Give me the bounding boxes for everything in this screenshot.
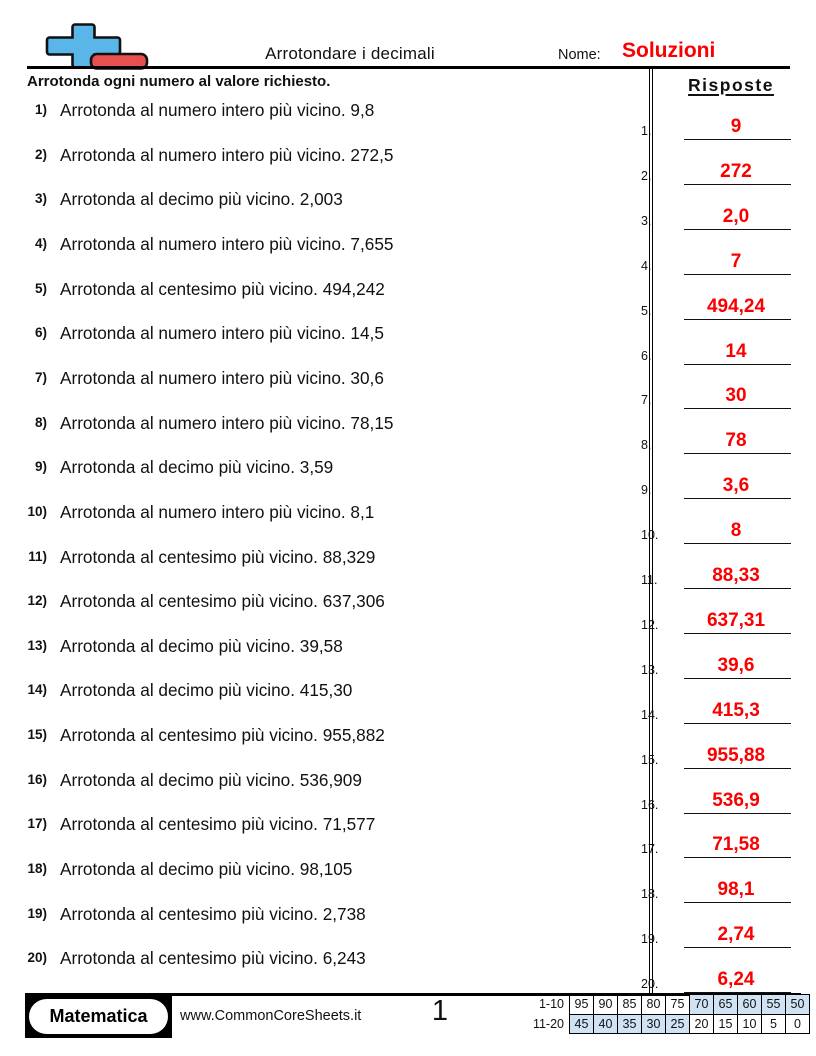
score-cell: 50 xyxy=(786,995,810,1015)
answer-blank-line xyxy=(684,184,791,185)
question-text: Arrotonda al numero intero più vicino. 14,5 xyxy=(60,323,384,344)
answer-number: 2. xyxy=(641,168,652,183)
answer-blank-line xyxy=(684,543,791,544)
question-number: 11) xyxy=(28,548,47,564)
answer-value: 88,33 xyxy=(712,565,760,586)
answer-value: 2,74 xyxy=(717,924,755,946)
score-row-label: 1-10 xyxy=(538,997,564,1012)
answer-blank-line xyxy=(684,857,791,858)
answer-number: 6. xyxy=(641,348,652,363)
question-text: Arrotonda al numero intero più vicino. 30,6 xyxy=(60,367,384,388)
name-label: Nome: xyxy=(558,47,601,63)
question-number: 7) xyxy=(34,369,47,385)
score-cell: 5 xyxy=(762,1014,786,1034)
question-text: Arrotonda al centesimo più vicino. 637,306 xyxy=(60,591,385,612)
score-cell: 30 xyxy=(642,1014,666,1034)
answer-number: 3. xyxy=(641,213,652,228)
question-row xyxy=(0,770,645,791)
page-title: Arrotondare i decimali xyxy=(265,44,435,63)
score-cell: 95 xyxy=(570,995,594,1015)
question-row xyxy=(0,904,645,925)
question-number: 17) xyxy=(27,816,47,832)
name-value-solutions: Soluzioni xyxy=(622,39,716,62)
answers-column-title: Risposte xyxy=(688,75,774,95)
score-cell: 45 xyxy=(570,1014,594,1034)
header-rule xyxy=(27,66,790,69)
score-table xyxy=(528,994,810,1034)
question-row xyxy=(0,547,645,568)
question-number: 14) xyxy=(27,682,47,698)
score-cell: 0 xyxy=(786,1014,810,1034)
answer-number: 16. xyxy=(641,797,659,812)
answer-value: 98,1 xyxy=(717,879,755,901)
question-text: Arrotonda al numero intero più vicino. 7,655 xyxy=(60,233,394,254)
question-number: 15) xyxy=(27,727,47,743)
answer-number: 14. xyxy=(641,707,659,722)
answer-value: 6,24 xyxy=(717,969,755,991)
score-cell: 25 xyxy=(666,1014,690,1034)
question-text: Arrotonda al centesimo più vicino. 71,577 xyxy=(60,814,376,835)
question-text: Arrotonda al centesimo più vicino. 2,738 xyxy=(60,903,366,924)
answer-blank-line xyxy=(684,768,791,769)
score-cell: 90 xyxy=(594,995,618,1015)
question-row xyxy=(0,279,645,300)
answer-value: 7 xyxy=(730,250,742,272)
question-row xyxy=(0,368,645,389)
answer-value: 536,9 xyxy=(712,789,760,811)
answer-number: 19. xyxy=(641,932,659,947)
score-cell: 15 xyxy=(714,1014,738,1034)
answer-blank-line xyxy=(684,139,791,140)
answer-number: 8. xyxy=(641,438,652,453)
question-number: 10) xyxy=(27,503,47,519)
question-number: 8) xyxy=(34,414,47,430)
answer-number: 7. xyxy=(641,393,652,408)
question-number: 12) xyxy=(27,593,47,609)
answer-number: 11. xyxy=(641,573,658,587)
answer-value: 2,0 xyxy=(722,205,750,227)
answer-blank-line xyxy=(684,633,791,634)
answer-number: 12. xyxy=(641,617,659,632)
question-number: 6) xyxy=(34,325,47,341)
answer-value: 30 xyxy=(725,385,747,407)
score-cell: 35 xyxy=(618,1014,642,1034)
question-text: Arrotonda al decimo più vicino. 98,105 xyxy=(60,859,353,880)
answer-value: 9 xyxy=(730,116,742,137)
score-row-label: 11-20 xyxy=(532,1016,564,1031)
question-text: Arrotonda al centesimo più vicino. 494,242 xyxy=(60,278,385,299)
question-row xyxy=(0,100,645,121)
question-row xyxy=(0,814,645,835)
answer-blank-line xyxy=(684,319,791,320)
score-cell: 80 xyxy=(642,995,666,1015)
question-number: 4) xyxy=(34,235,47,251)
score-cell: 20 xyxy=(690,1014,714,1034)
answer-value: 494,24 xyxy=(706,295,766,317)
question-row xyxy=(0,725,645,746)
score-cell: 85 xyxy=(618,995,642,1015)
answer-value: 955,88 xyxy=(706,744,766,766)
question-text: Arrotonda al decimo più vicino. 415,30 xyxy=(60,680,353,701)
answer-blank-line xyxy=(684,947,791,948)
question-row xyxy=(0,859,645,880)
score-cell: 55 xyxy=(762,995,786,1015)
question-row xyxy=(0,680,645,701)
answer-value: 637,31 xyxy=(706,609,766,631)
instruction-text: Arrotonda ogni numero al valore richiesto. xyxy=(27,73,331,90)
question-row xyxy=(0,591,645,612)
answer-number: 4. xyxy=(641,258,652,273)
answer-value: 3,6 xyxy=(722,475,750,497)
question-text: Arrotonda al decimo più vicino. 536,909 xyxy=(60,769,362,790)
question-text: Arrotonda al decimo più vicino. 2,003 xyxy=(60,189,343,210)
score-cell: 70 xyxy=(690,995,714,1015)
answer-number: 18. xyxy=(641,887,659,902)
question-number: 9) xyxy=(34,459,47,475)
question-row xyxy=(0,234,645,255)
question-row xyxy=(0,189,645,210)
question-number: 5) xyxy=(34,280,47,296)
question-row xyxy=(0,948,645,969)
question-number: 16) xyxy=(27,771,47,787)
score-table-row xyxy=(528,1014,810,1034)
answer-value: 272 xyxy=(720,160,752,182)
question-text: Arrotonda al decimo più vicino. 39,58 xyxy=(60,635,343,656)
score-cell: 10 xyxy=(738,1014,762,1034)
answer-number: 9. xyxy=(641,483,652,498)
score-cell: 40 xyxy=(594,1014,618,1034)
website-text: www.CommonCoreSheets.it xyxy=(180,1008,362,1024)
question-number: 13) xyxy=(27,637,47,653)
answer-blank-line xyxy=(684,498,791,499)
subject-badge-label: Matematica xyxy=(29,999,168,1034)
question-row xyxy=(0,457,645,478)
answer-blank-line xyxy=(684,678,791,679)
answer-number: 1. xyxy=(641,124,652,138)
question-row xyxy=(0,636,645,657)
question-text: Arrotonda al numero intero più vicino. 272,5 xyxy=(60,144,394,165)
answer-number: 5. xyxy=(641,303,652,318)
answer-number: 10. xyxy=(641,528,659,543)
question-text: Arrotonda al centesimo più vicino. 88,329 xyxy=(60,546,376,567)
question-text: Arrotonda al numero intero più vicino. 9,8 xyxy=(60,100,375,120)
question-number: 20) xyxy=(27,950,47,966)
answer-blank-line xyxy=(684,364,791,365)
question-number: 19) xyxy=(27,905,47,921)
question-row xyxy=(0,323,645,344)
answer-value: 78 xyxy=(725,430,747,452)
answer-value: 39,6 xyxy=(717,654,755,676)
score-cell: 65 xyxy=(714,995,738,1015)
page-number: 1 xyxy=(431,995,449,1027)
answer-blank-line xyxy=(684,723,791,724)
question-row xyxy=(0,145,645,166)
score-cell: 75 xyxy=(666,995,690,1015)
answer-number: 17. xyxy=(641,842,659,857)
answer-blank-line xyxy=(684,902,791,903)
question-row xyxy=(0,502,645,523)
answer-blank-line xyxy=(684,274,791,275)
answer-number: 13. xyxy=(641,662,659,677)
question-number: 2) xyxy=(34,146,47,162)
answer-number: 20. xyxy=(641,977,659,992)
answer-value: 14 xyxy=(725,340,747,362)
score-table-row xyxy=(528,995,810,1015)
answer-blank-line xyxy=(684,229,791,230)
question-number: 1) xyxy=(34,102,47,117)
answer-number: 15. xyxy=(641,752,659,767)
answer-value: 415,3 xyxy=(712,699,760,721)
question-row xyxy=(0,413,645,434)
answer-value: 8 xyxy=(730,520,742,542)
answer-blank-line xyxy=(684,813,791,814)
question-number: 18) xyxy=(27,861,47,877)
answer-blank-line xyxy=(684,453,791,454)
question-text: Arrotonda al numero intero più vicino. 78,15 xyxy=(60,412,394,433)
question-text: Arrotonda al centesimo più vicino. 955,882 xyxy=(60,725,385,746)
question-text: Arrotonda al numero intero più vicino. 8,1 xyxy=(60,501,375,522)
score-cell: 60 xyxy=(738,995,762,1015)
question-number: 3) xyxy=(34,191,47,207)
answer-blank-line xyxy=(684,408,791,409)
question-text: Arrotonda al decimo più vicino. 3,59 xyxy=(60,457,334,478)
answer-blank-line xyxy=(684,588,791,589)
question-text: Arrotonda al centesimo più vicino. 6,243 xyxy=(60,948,366,969)
answer-value: 71,58 xyxy=(712,834,760,856)
subject-badge xyxy=(25,995,172,1038)
